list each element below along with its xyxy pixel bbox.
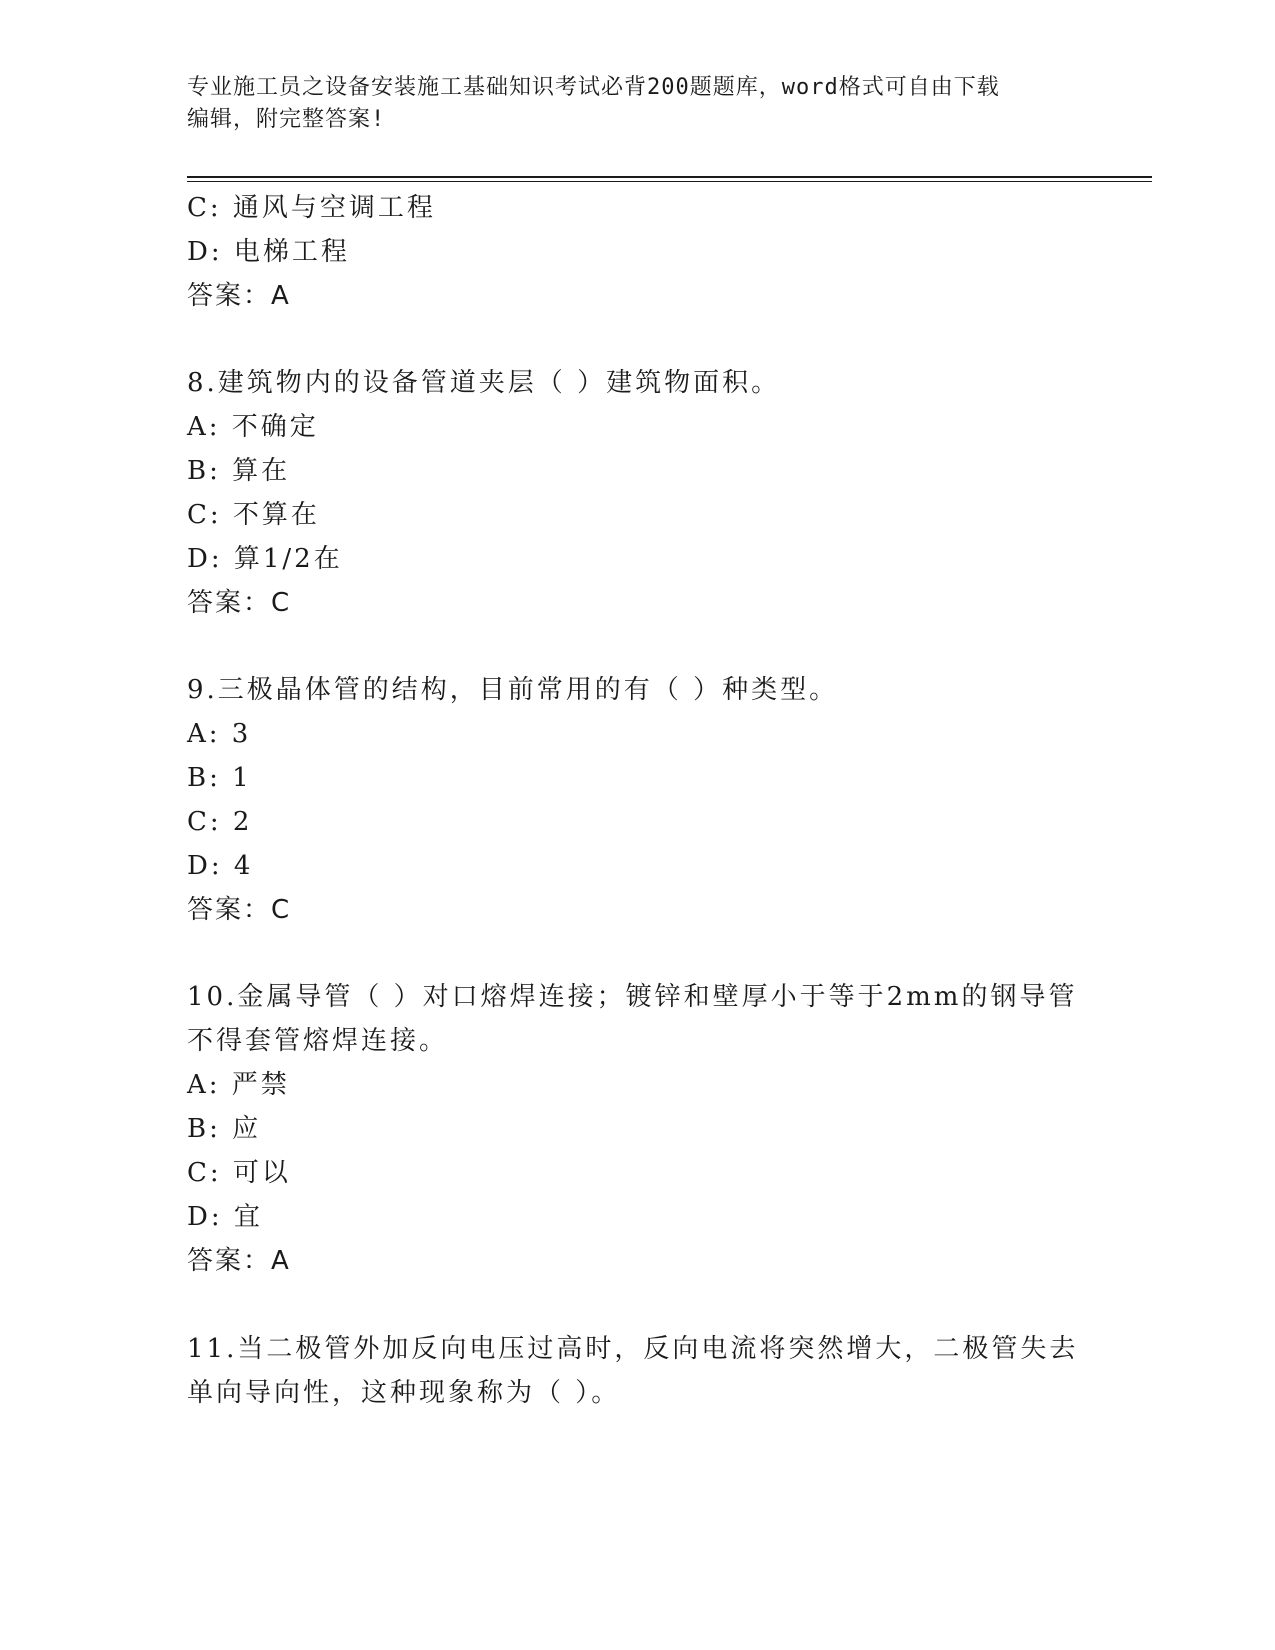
q10-option-d: D: 宜 <box>187 1202 263 1232</box>
q9-stem: 9.三极晶体管的结构，目前常用的有（ ）种类型。 <box>187 675 839 705</box>
q8-answer: 答案：C <box>187 588 292 618</box>
document-header <box>187 72 1067 136</box>
header-divider-thin <box>187 181 1152 182</box>
header-line-1: 专业施工员之设备安装施工基础知识考试必背200题题库，word格式可自由下载 <box>187 75 1000 100</box>
q7-option-c: C: 通风与空调工程 <box>187 193 436 223</box>
q8-option-a: A: 不确定 <box>187 412 319 442</box>
q10-option-c: C: 可以 <box>187 1158 291 1188</box>
q7-answer: 答案：A <box>187 281 291 311</box>
q9-option-b: B: 1 <box>187 763 252 793</box>
q8-option-d: D: 算1/2在 <box>187 544 343 574</box>
q10-stem-line-1: 10.金属导管（ ）对口熔焊连接；镀锌和壁厚小于等于2mm的钢导管 <box>187 982 1078 1012</box>
header-divider-thick <box>187 176 1152 178</box>
q10-option-b: B: 应 <box>187 1114 262 1144</box>
q11-stem-line-2: 单向导向性，这种现象称为（ ）。 <box>187 1378 621 1408</box>
q7-option-d: D: 电梯工程 <box>187 237 350 267</box>
q8-option-c: C: 不算在 <box>187 500 320 530</box>
q9-answer: 答案：C <box>187 895 292 925</box>
q10-answer: 答案：A <box>187 1246 291 1276</box>
q11-stem-line-1: 11.当二极管外加反向电压过高时，反向电流将突然增大，二极管失去 <box>187 1334 1079 1364</box>
q8-stem: 8.建筑物内的设备管道夹层（ ）建筑物面积。 <box>187 368 781 398</box>
header-line-2: 编辑，附完整答案! <box>187 107 386 132</box>
q9-option-c: C: 2 <box>187 807 253 837</box>
q10-stem-line-2: 不得套管熔焊连接。 <box>187 1026 449 1056</box>
q9-option-d: D: 4 <box>187 851 254 881</box>
q8-option-b: B: 算在 <box>187 456 291 486</box>
q9-option-a: A: 3 <box>187 719 252 749</box>
q10-option-a: A: 严禁 <box>187 1070 290 1100</box>
